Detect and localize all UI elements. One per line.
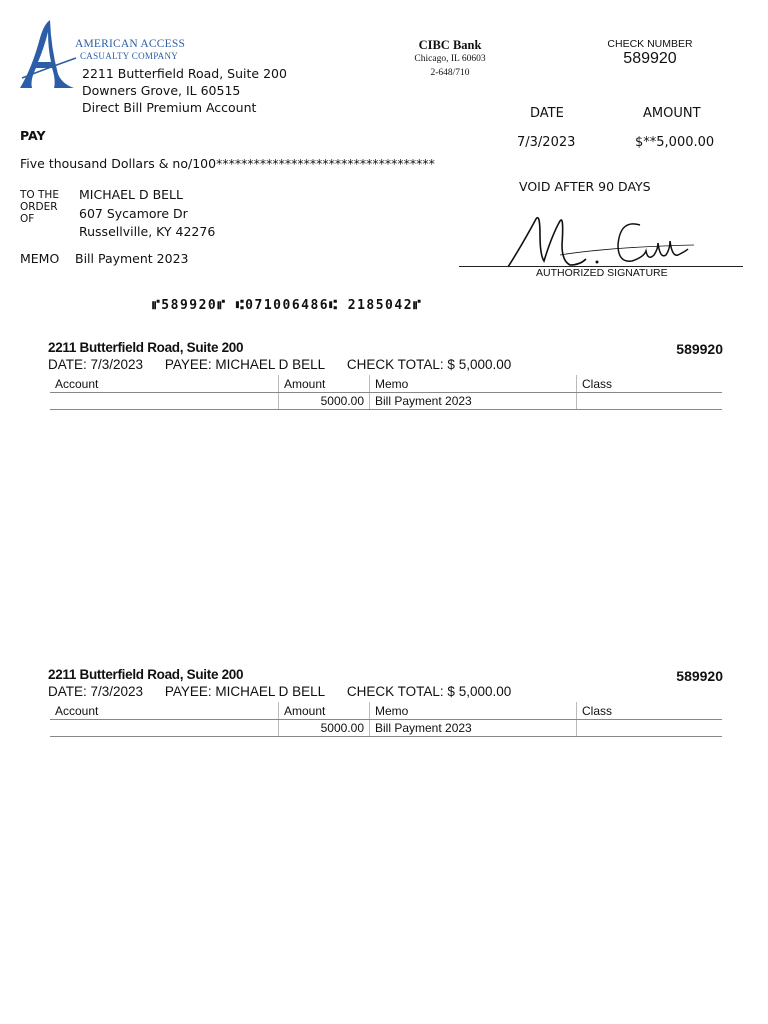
check-amount: $**5,000.00 (635, 135, 715, 150)
to-the-order-label-2: ORDER (20, 201, 58, 213)
authorized-signature-label: AUTHORIZED SIGNATURE (536, 267, 668, 279)
column-header-class: Class (577, 702, 723, 720)
payee-street: 607 Sycamore Dr (79, 206, 188, 221)
bank-routing-fraction: 2-648/710 (430, 68, 470, 78)
column-header-account: Account (50, 702, 279, 720)
amount-label: AMOUNT (643, 106, 701, 121)
stub-info-line (48, 684, 529, 699)
cell-memo: Bill Payment 2023 (370, 720, 577, 737)
column-header-memo: Memo (370, 702, 577, 720)
cell-class (577, 720, 723, 737)
logo-name: AMERICAN ACCESS (75, 38, 186, 50)
check-stub-1 (48, 340, 723, 430)
stub-address: 2211 Butterfield Road, Suite 200 (48, 667, 244, 682)
company-logo (18, 18, 78, 92)
table-header-row (50, 375, 722, 393)
logo-subtitle: CASUALTY COMPANY (80, 51, 179, 61)
pay-label: PAY (20, 128, 46, 143)
stub-address: 2211 Butterfield Road, Suite 200 (48, 340, 244, 355)
stub-date: DATE: 7/3/2023 (48, 684, 144, 699)
stub-payee: PAYEE: MICHAEL D BELL (164, 357, 326, 372)
column-header-amount: Amount (279, 702, 370, 720)
memo-value: Bill Payment 2023 (75, 251, 189, 266)
bank-city: Chicago, IL 60603 (414, 54, 486, 64)
bank-name: CIBC Bank (418, 38, 482, 52)
check-date: 7/3/2023 (517, 135, 576, 150)
column-header-account: Account (50, 375, 279, 393)
cell-account (50, 720, 279, 737)
cell-amount: 5000.00 (279, 720, 370, 737)
check-number: 589920 (623, 50, 677, 67)
stub-payee: PAYEE: MICHAEL D BELL (164, 684, 326, 699)
payee-name: MICHAEL D BELL (79, 187, 183, 202)
to-the-order-label-3: OF (20, 213, 35, 225)
table-header-row (50, 702, 722, 720)
stub-check-number: 589920 (676, 668, 723, 684)
cell-account (50, 393, 279, 410)
company-address-line2: Downers Grove, IL 60515 (82, 83, 241, 98)
table-row (50, 720, 722, 737)
stub-date: DATE: 7/3/2023 (48, 357, 144, 372)
column-header-memo: Memo (370, 375, 577, 393)
stub-check-number: 589920 (676, 341, 723, 357)
date-label: DATE (530, 106, 564, 121)
check-number-label: CHECK NUMBER (607, 38, 693, 50)
micr-line: ⑈589920⑈ ⑆071006486⑆ 2185042⑈ (152, 298, 423, 313)
company-account-name: Direct Bill Premium Account (82, 100, 257, 115)
column-header-amount: Amount (279, 375, 370, 393)
column-header-class: Class (577, 375, 723, 393)
cell-amount: 5000.00 (279, 393, 370, 410)
stub-total: CHECK TOTAL: $ 5,000.00 (346, 684, 512, 699)
payee-city: Russellville, KY 42276 (79, 224, 216, 239)
stub-info-line (48, 357, 529, 372)
check-stub-2 (48, 667, 723, 757)
stub-total: CHECK TOTAL: $ 5,000.00 (346, 357, 512, 372)
table-row (50, 393, 722, 410)
to-the-order-label-1: TO THE (20, 189, 59, 201)
cell-class (577, 393, 723, 410)
handwritten-signature (500, 205, 700, 270)
void-notice: VOID AFTER 90 DAYS (519, 179, 651, 194)
stub-table (50, 702, 722, 737)
memo-label: MEMO (20, 251, 60, 266)
company-address-line1: 2211 Butterfield Road, Suite 200 (82, 66, 287, 81)
amount-in-words: Five thousand Dollars & no/100*********************************** (20, 156, 435, 171)
cell-memo: Bill Payment 2023 (370, 393, 577, 410)
stub-table (50, 375, 722, 410)
